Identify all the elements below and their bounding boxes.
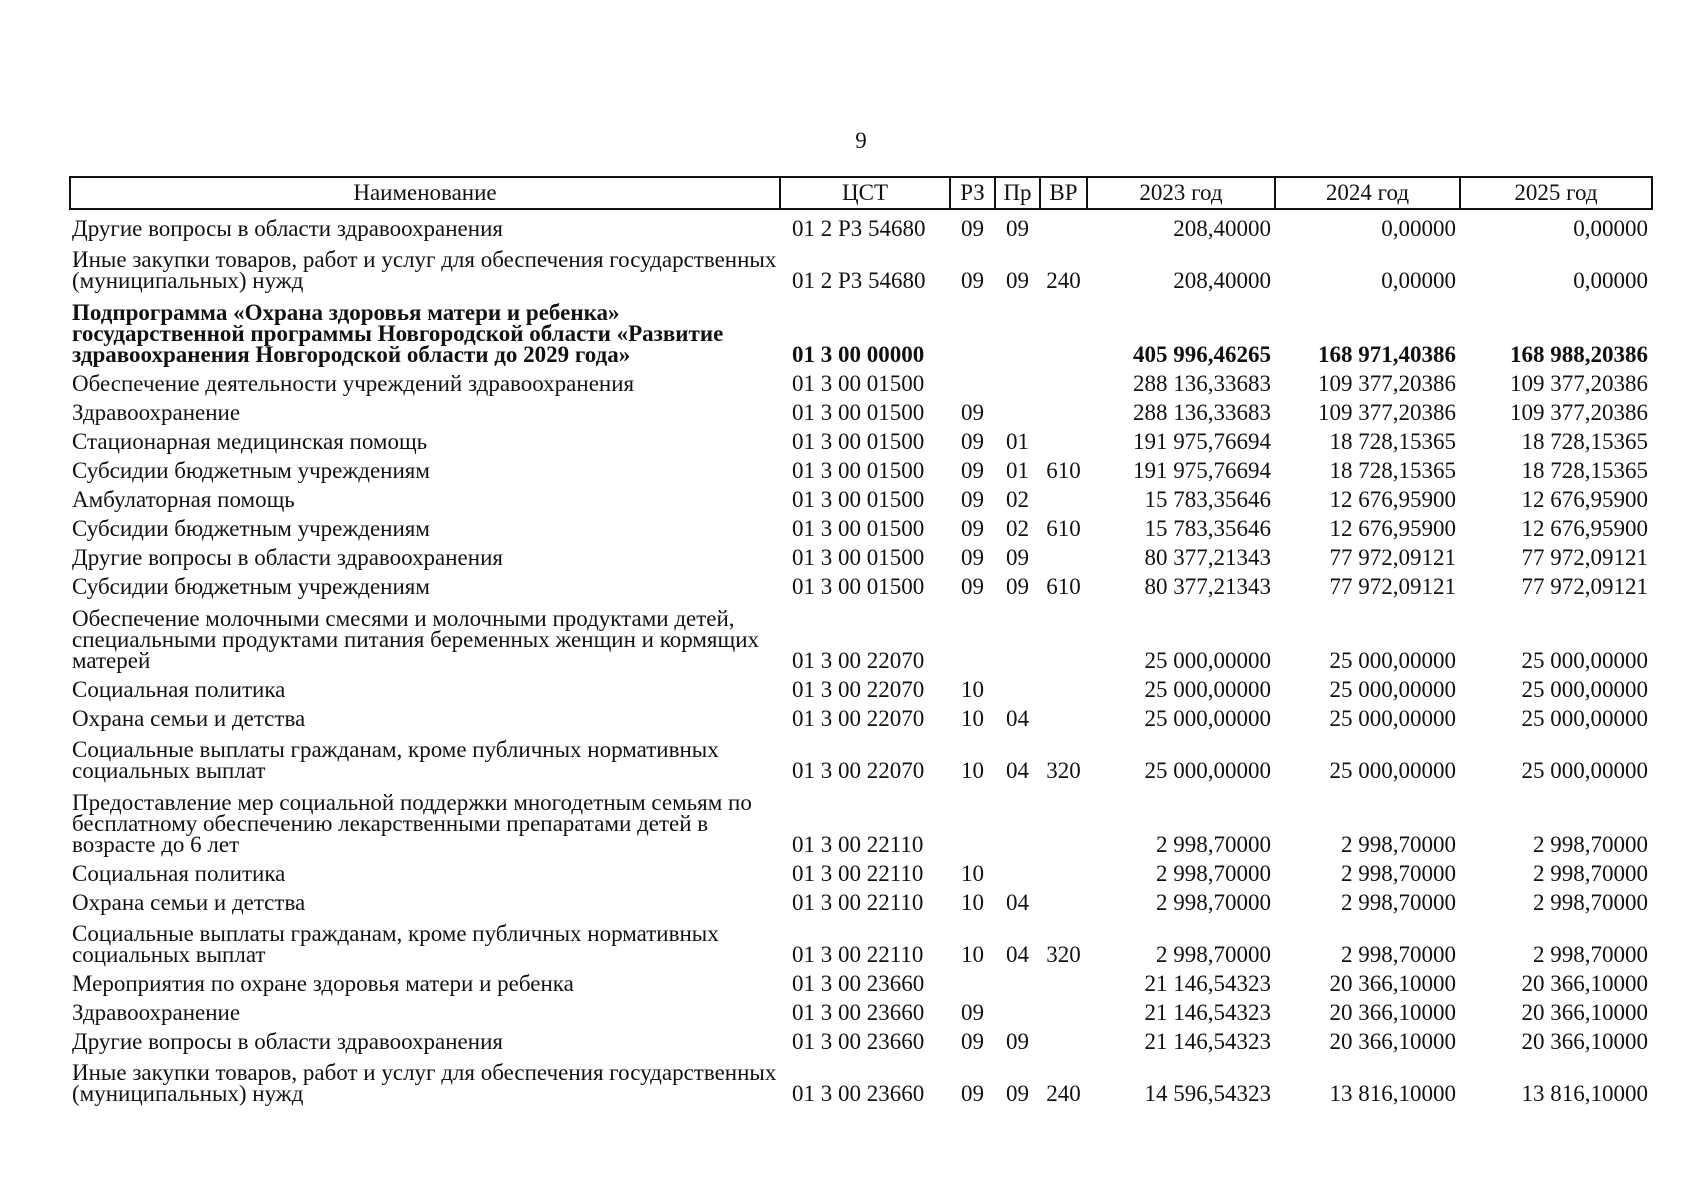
row-vr	[1040, 394, 1087, 423]
row-name: Охрана семьи и детства	[72, 890, 306, 915]
row-cst: 01 3 00 23660	[792, 1029, 925, 1054]
row-name: Подпрограмма «Охрана здоровья матери и ребенка» государственной программы Новгородской области «Развитие здравоохранения Новгородской области до 2029 года»	[72, 300, 724, 367]
row-name: Другие вопросы в области здравоохранения	[72, 216, 503, 241]
row-value-2023: 405 996,46265	[1133, 342, 1271, 367]
row-vr: 240	[1046, 1081, 1081, 1106]
row-name: Субсидии бюджетным учреждениям	[72, 458, 430, 483]
row-value-2024: 18 728,15365	[1329, 429, 1456, 454]
row-name: Здравоохранение	[72, 1000, 241, 1025]
table-row	[70, 291, 1652, 365]
row-value-2024: 20 366,10000	[1329, 1000, 1456, 1025]
row-value-2024: 2 998,70000	[1341, 832, 1456, 857]
row-value-2023: 15 783,35646	[1144, 487, 1271, 512]
row-rz: 10	[961, 677, 984, 702]
row-value-2023: 21 146,54323	[1144, 1029, 1271, 1054]
row-rz: 09	[961, 1081, 984, 1106]
row-rz: 09	[961, 487, 984, 512]
row-value-2023: 15 783,35646	[1144, 516, 1271, 541]
row-cst: 01 3 00 01500	[792, 574, 925, 599]
row-value-2023: 191 975,76694	[1133, 429, 1271, 454]
row-name: Обеспечение деятельности учреждений здравоохранения	[72, 371, 635, 396]
row-value-2025: 0,00000	[1573, 268, 1648, 293]
row-pr: 01	[1006, 429, 1029, 454]
table-row	[70, 913, 1652, 965]
header-cst: ЦСТ	[780, 177, 950, 209]
row-pr	[995, 291, 1040, 365]
row-name: Социальная политика	[72, 861, 286, 886]
row-name: Охрана семьи и детства	[72, 706, 306, 731]
row-vr: 320	[1046, 758, 1081, 783]
row-cst: 01 3 00 23660	[792, 971, 925, 996]
row-pr: 09	[1006, 1081, 1029, 1106]
row-value-2024: 77 972,09121	[1329, 545, 1456, 570]
row-value-2025: 25 000,00000	[1521, 706, 1648, 731]
row-value-2024: 109 377,20386	[1318, 400, 1456, 425]
row-value-2024: 13 816,10000	[1329, 1081, 1456, 1106]
row-cst: 01 3 00 22070	[792, 648, 925, 673]
row-rz: 09	[961, 1029, 984, 1054]
row-rz: 10	[961, 706, 984, 731]
row-value-2025: 25 000,00000	[1521, 758, 1648, 783]
row-name: Социальная политика	[72, 677, 286, 702]
row-pr	[995, 597, 1040, 671]
row-vr	[1040, 700, 1087, 729]
row-vr	[1040, 597, 1087, 671]
table-row	[70, 965, 1652, 994]
row-value-2023: 21 146,54323	[1144, 1000, 1271, 1025]
row-rz: 09	[961, 268, 984, 293]
row-rz: 09	[961, 216, 984, 241]
row-value-2025: 18 728,15365	[1521, 458, 1648, 483]
table-row	[70, 729, 1652, 781]
row-vr	[1040, 209, 1087, 239]
row-vr	[1040, 671, 1087, 700]
row-value-2023: 80 377,21343	[1144, 574, 1271, 599]
row-value-2024: 25 000,00000	[1329, 648, 1456, 673]
header-rz: РЗ	[950, 177, 995, 209]
row-pr	[995, 781, 1040, 855]
row-pr	[995, 965, 1040, 994]
row-value-2025: 77 972,09121	[1521, 574, 1648, 599]
row-rz	[950, 365, 995, 394]
row-rz: 10	[961, 758, 984, 783]
row-value-2023: 208,40000	[1173, 268, 1271, 293]
row-cst: 01 3 00 01500	[792, 487, 925, 512]
row-rz	[950, 597, 995, 671]
header-2025: 2025 год	[1460, 177, 1652, 209]
header-2023: 2023 год	[1087, 177, 1275, 209]
row-rz: 09	[961, 400, 984, 425]
row-cst: 01 3 00 22110	[792, 861, 924, 886]
row-value-2025: 12 676,95900	[1521, 487, 1648, 512]
row-name: Обеспечение молочными смесями и молочными продуктами детей, специальными продуктами питания беременных женщин и кормящих матерей	[72, 606, 760, 673]
row-cst: 01 3 00 22110	[792, 832, 924, 857]
row-rz	[950, 291, 995, 365]
row-name: Другие вопросы в области здравоохранения	[72, 545, 503, 570]
row-value-2025: 20 366,10000	[1521, 1000, 1648, 1025]
row-value-2025: 13 816,10000	[1521, 1081, 1648, 1106]
row-pr: 09	[1006, 574, 1029, 599]
row-rz: 09	[961, 574, 984, 599]
row-pr	[995, 855, 1040, 884]
header-pr: Пр	[995, 177, 1040, 209]
page-number: 9	[855, 128, 867, 153]
row-rz: 10	[961, 942, 984, 967]
row-pr	[995, 671, 1040, 700]
budget-table	[69, 176, 1653, 1104]
row-value-2023: 80 377,21343	[1144, 545, 1271, 570]
row-vr	[1040, 965, 1087, 994]
row-name: Субсидии бюджетным учреждениям	[72, 574, 430, 599]
row-rz: 09	[961, 516, 984, 541]
row-value-2023: 2 998,70000	[1156, 890, 1271, 915]
table-row	[70, 365, 1652, 394]
row-value-2023: 14 596,54323	[1144, 1081, 1271, 1106]
row-vr	[1040, 1023, 1087, 1052]
row-vr: 320	[1046, 942, 1081, 967]
table-row	[70, 452, 1652, 481]
row-cst: 01 2 Р3 54680	[792, 216, 926, 241]
row-value-2025: 18 728,15365	[1521, 429, 1648, 454]
header-vr: ВР	[1040, 177, 1087, 209]
row-cst: 01 3 00 22110	[792, 890, 924, 915]
row-cst: 01 3 00 00000	[792, 342, 925, 367]
row-pr: 09	[1006, 268, 1029, 293]
row-pr: 04	[1006, 890, 1029, 915]
row-value-2023: 25 000,00000	[1144, 706, 1271, 731]
row-value-2024: 25 000,00000	[1329, 758, 1456, 783]
row-value-2023: 2 998,70000	[1156, 832, 1271, 857]
header-name: Наименование	[70, 177, 780, 209]
row-value-2024: 18 728,15365	[1329, 458, 1456, 483]
row-rz: 10	[961, 861, 984, 886]
row-name: Мероприятия по охране здоровья матери и ребенка	[72, 971, 574, 996]
row-value-2025: 77 972,09121	[1521, 545, 1648, 570]
row-pr: 09	[1006, 545, 1029, 570]
row-cst: 01 3 00 23660	[792, 1081, 925, 1106]
row-value-2023: 25 000,00000	[1144, 758, 1271, 783]
row-rz: 09	[961, 429, 984, 454]
row-value-2023: 288 136,33683	[1133, 371, 1271, 396]
row-pr: 09	[1006, 216, 1029, 241]
row-vr	[1040, 481, 1087, 510]
table-row	[70, 855, 1652, 884]
row-rz: 09	[961, 1000, 984, 1025]
row-value-2023: 191 975,76694	[1133, 458, 1271, 483]
row-name: Предоставление мер социальной поддержки многодетным семьям по бесплатному обеспечению лекарственными препаратами детей в возрасте до 6 лет	[72, 790, 752, 857]
table-row	[70, 700, 1652, 729]
row-cst: 01 3 00 01500	[792, 516, 925, 541]
row-value-2023: 2 998,70000	[1156, 861, 1271, 886]
table-row	[70, 481, 1652, 510]
row-name: Социальные выплаты гражданам, кроме публичных нормативных социальных выплат	[72, 737, 719, 783]
table-row	[70, 884, 1652, 913]
row-value-2024: 25 000,00000	[1329, 706, 1456, 731]
row-value-2024: 12 676,95900	[1329, 487, 1456, 512]
table-row	[70, 209, 1652, 239]
row-cst: 01 3 00 01500	[792, 545, 925, 570]
row-pr: 09	[1006, 1029, 1029, 1054]
row-value-2024: 0,00000	[1381, 268, 1456, 293]
row-pr	[995, 365, 1040, 394]
row-value-2024: 25 000,00000	[1329, 677, 1456, 702]
table-row	[70, 1052, 1652, 1104]
row-value-2024: 2 998,70000	[1341, 890, 1456, 915]
row-cst: 01 3 00 22070	[792, 758, 925, 783]
table-row	[70, 510, 1652, 539]
row-cst: 01 3 00 22070	[792, 706, 925, 731]
row-cst: 01 3 00 01500	[792, 458, 925, 483]
row-value-2025: 25 000,00000	[1521, 677, 1648, 702]
table-row	[70, 994, 1652, 1023]
row-cst: 01 2 Р3 54680	[792, 268, 926, 293]
row-value-2023: 208,40000	[1173, 216, 1271, 241]
row-value-2024: 20 366,10000	[1329, 1029, 1456, 1054]
table-body	[70, 209, 1652, 1104]
row-value-2025: 109 377,20386	[1510, 371, 1648, 396]
row-rz	[950, 965, 995, 994]
row-cst: 01 3 00 01500	[792, 371, 925, 396]
row-value-2024: 2 998,70000	[1341, 942, 1456, 967]
row-cst: 01 3 00 23660	[792, 1000, 925, 1025]
row-name: Иные закупки товаров, работ и услуг для обеспечения государственных (муниципальных) нужд	[72, 1060, 777, 1106]
table-row	[70, 597, 1652, 671]
row-value-2025: 168 988,20386	[1510, 342, 1648, 367]
row-value-2024: 168 971,40386	[1318, 342, 1456, 367]
row-value-2025: 2 998,70000	[1533, 942, 1648, 967]
row-vr: 610	[1046, 458, 1081, 483]
row-cst: 01 3 00 01500	[792, 429, 925, 454]
row-cst: 01 3 00 01500	[792, 400, 925, 425]
table-row	[70, 539, 1652, 568]
header-2024: 2024 год	[1275, 177, 1460, 209]
row-name: Амбулаторная помощь	[72, 487, 295, 512]
row-vr: 240	[1046, 268, 1081, 293]
row-value-2024: 0,00000	[1381, 216, 1456, 241]
row-vr	[1040, 365, 1087, 394]
table-row	[70, 394, 1652, 423]
row-value-2023: 21 146,54323	[1144, 971, 1271, 996]
row-value-2024: 109 377,20386	[1318, 371, 1456, 396]
row-vr	[1040, 291, 1087, 365]
row-pr: 04	[1006, 706, 1029, 731]
table-row	[70, 568, 1652, 597]
row-rz: 10	[961, 890, 984, 915]
row-vr	[1040, 994, 1087, 1023]
row-vr	[1040, 855, 1087, 884]
row-vr	[1040, 423, 1087, 452]
row-rz: 09	[961, 545, 984, 570]
row-value-2025: 20 366,10000	[1521, 1029, 1648, 1054]
table-row	[70, 671, 1652, 700]
row-name: Субсидии бюджетным учреждениям	[72, 516, 430, 541]
row-value-2025: 0,00000	[1573, 216, 1648, 241]
table-row	[70, 1023, 1652, 1052]
row-pr: 04	[1006, 942, 1029, 967]
row-vr	[1040, 539, 1087, 568]
row-value-2025: 20 366,10000	[1521, 971, 1648, 996]
row-pr: 01	[1006, 458, 1029, 483]
row-pr: 02	[1006, 487, 1029, 512]
row-value-2025: 25 000,00000	[1521, 648, 1648, 673]
table-row	[70, 781, 1652, 855]
row-name: Социальные выплаты гражданам, кроме публичных нормативных социальных выплат	[72, 921, 719, 967]
row-rz	[950, 781, 995, 855]
row-value-2023: 25 000,00000	[1144, 677, 1271, 702]
row-value-2025: 2 998,70000	[1533, 861, 1648, 886]
row-value-2023: 288 136,33683	[1133, 400, 1271, 425]
table-row	[70, 239, 1652, 291]
row-pr: 04	[1006, 758, 1029, 783]
row-value-2024: 77 972,09121	[1329, 574, 1456, 599]
row-name: Иные закупки товаров, работ и услуг для обеспечения государственных (муниципальных) нужд	[72, 247, 777, 293]
row-pr	[995, 394, 1040, 423]
row-vr	[1040, 884, 1087, 913]
row-value-2025: 12 676,95900	[1521, 516, 1648, 541]
row-value-2025: 2 998,70000	[1533, 890, 1648, 915]
row-value-2023: 2 998,70000	[1156, 942, 1271, 967]
table-row	[70, 423, 1652, 452]
row-value-2024: 12 676,95900	[1329, 516, 1456, 541]
row-name: Стационарная медицинская помощь	[72, 429, 428, 454]
row-vr: 610	[1046, 574, 1081, 599]
row-name: Другие вопросы в области здравоохранения	[72, 1029, 503, 1054]
table-header	[70, 177, 1652, 209]
row-value-2025: 109 377,20386	[1510, 400, 1648, 425]
row-vr: 610	[1046, 516, 1081, 541]
row-value-2024: 20 366,10000	[1329, 971, 1456, 996]
row-value-2023: 25 000,00000	[1144, 648, 1271, 673]
row-pr	[995, 994, 1040, 1023]
row-value-2025: 2 998,70000	[1533, 832, 1648, 857]
row-rz: 09	[961, 458, 984, 483]
row-cst: 01 3 00 22070	[792, 677, 925, 702]
row-name: Здравоохранение	[72, 400, 241, 425]
row-vr	[1040, 781, 1087, 855]
row-value-2024: 2 998,70000	[1341, 861, 1456, 886]
row-pr: 02	[1006, 516, 1029, 541]
row-cst: 01 3 00 22110	[792, 942, 924, 967]
